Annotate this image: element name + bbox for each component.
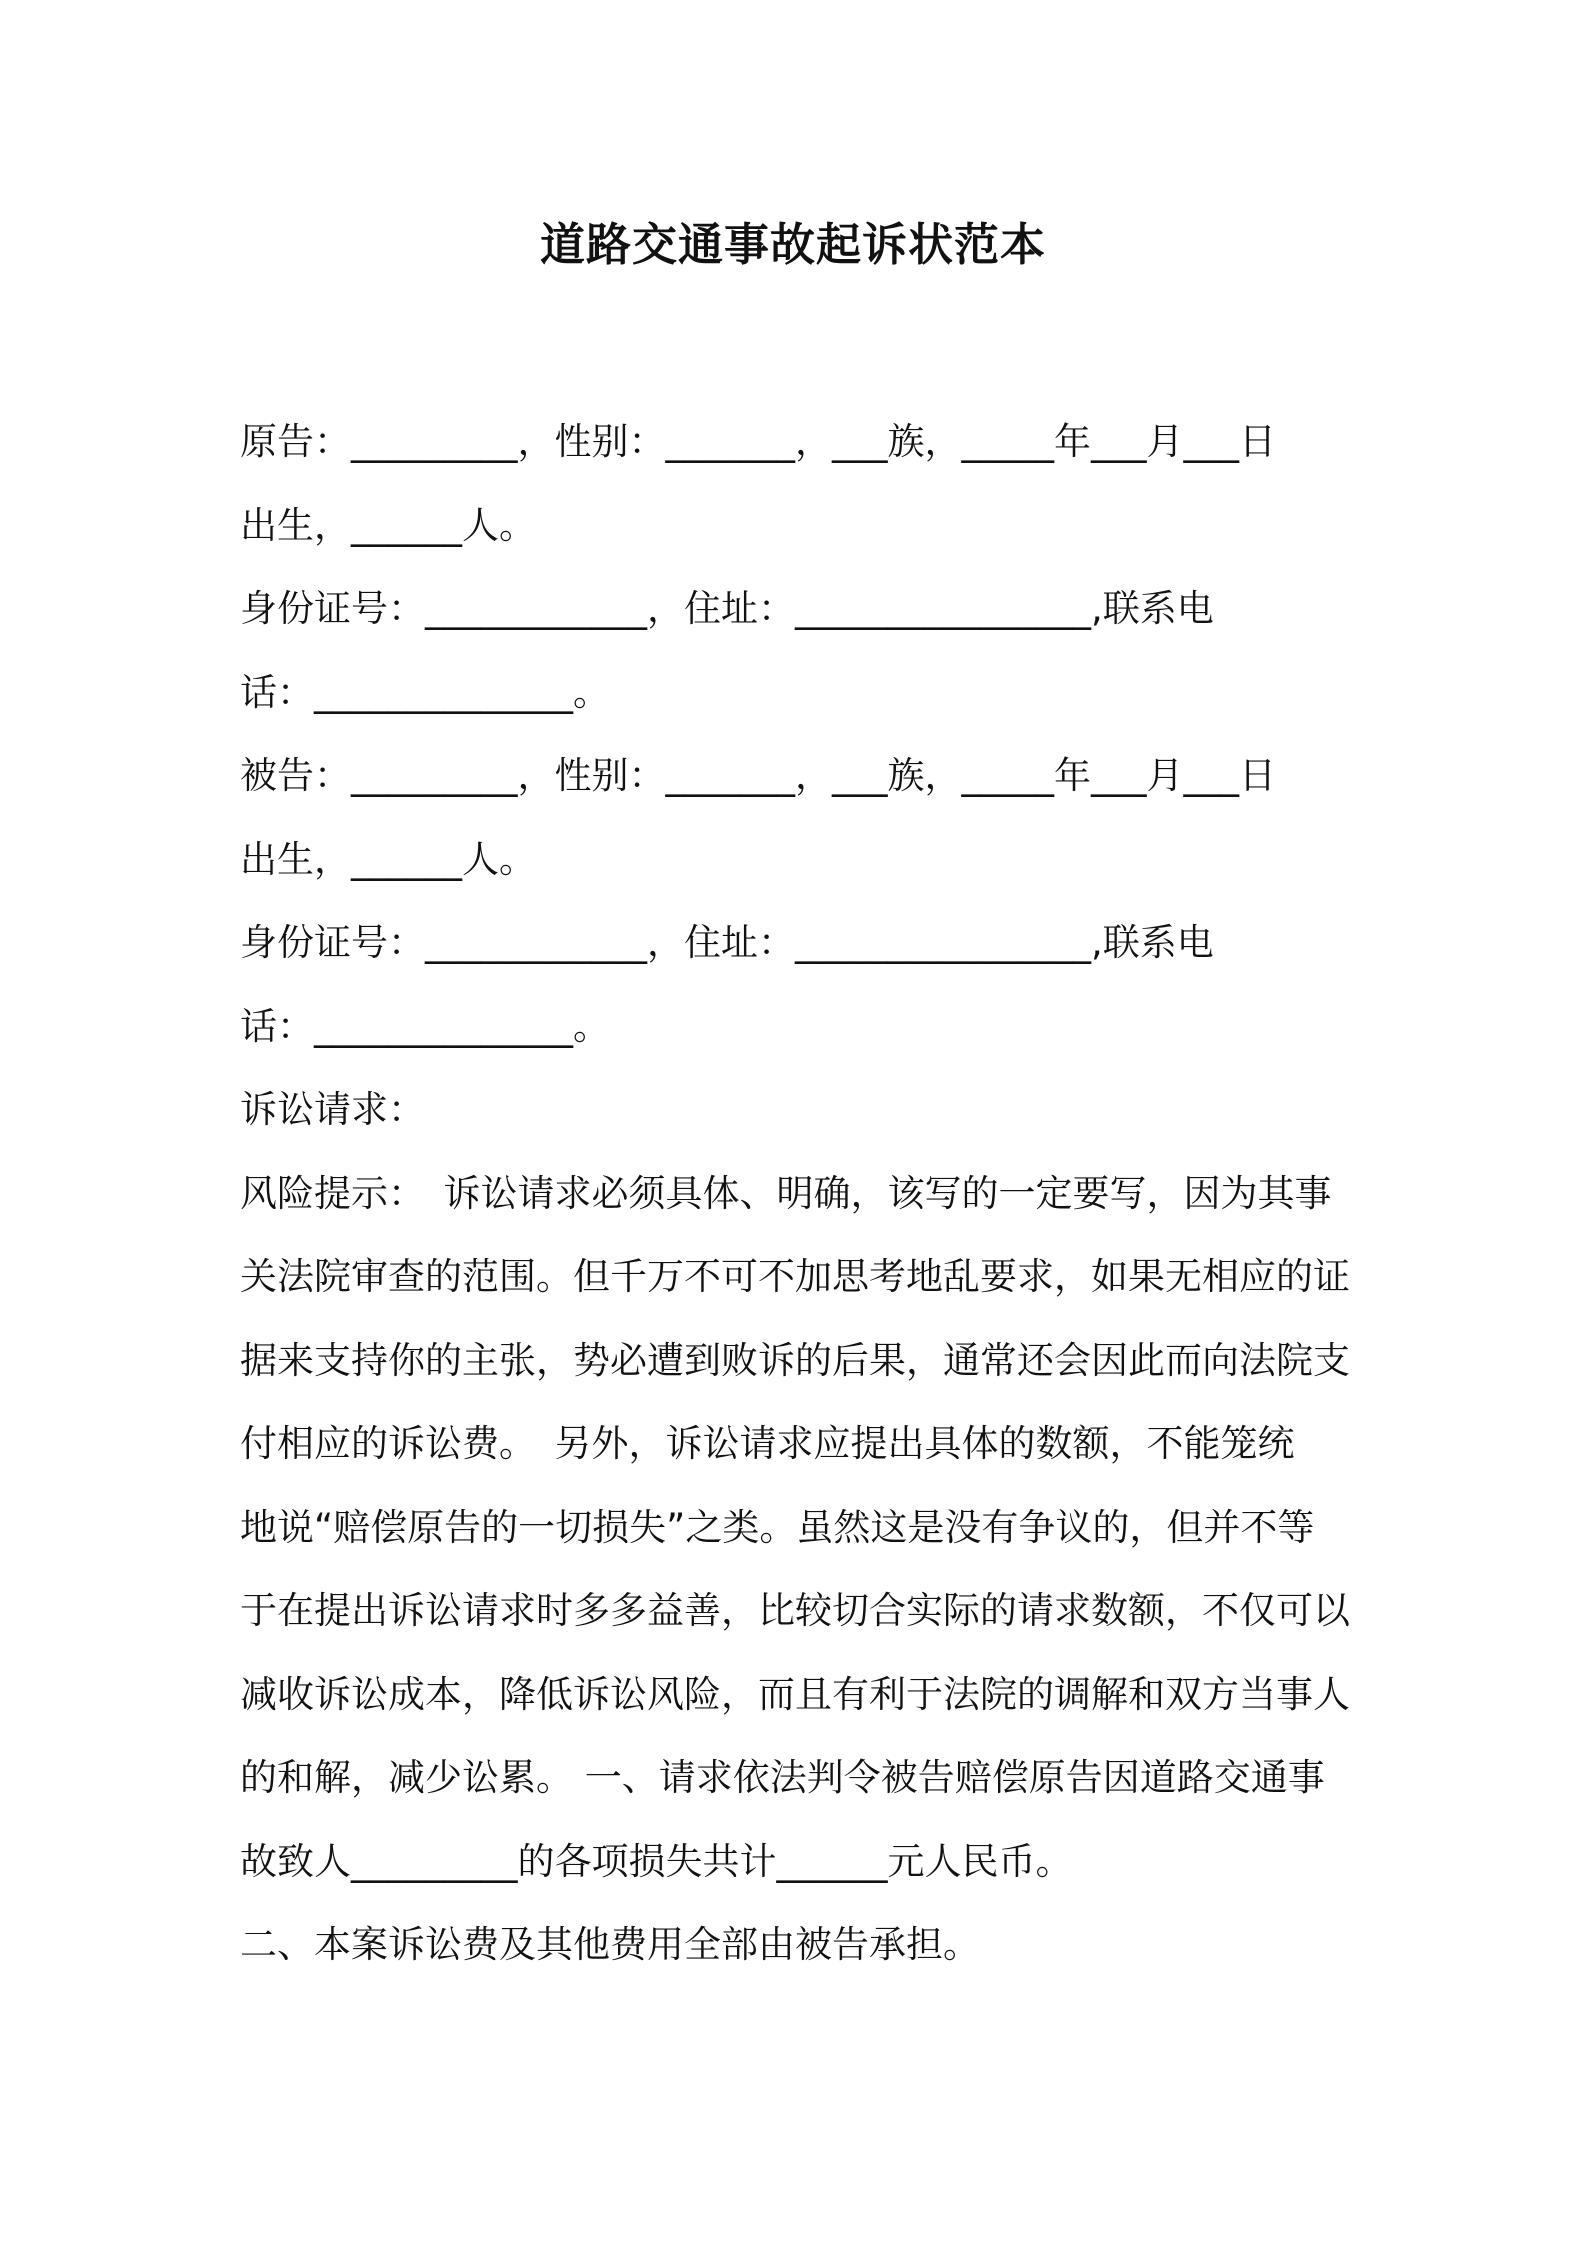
risk-notice-line: 付相应的诉讼费。 另外，诉讼请求应提出具体的数额，不能笼统 [240,1422,1295,1465]
claim-one-line-1: 的和解，减少讼累。 一、请求依法判令被告赔偿原告因道路交通事 [240,1756,1325,1799]
plaintiff-id-line-2: 话：______________。 [240,670,610,714]
defendant-info-line-1: 被告：_________，性别：_______，___族，_____年___月___日 [240,754,1276,797]
defendant-id-line-1: 身份证号：____________，住址：________________,联系电 [240,921,1214,964]
risk-notice-line: 关法院审查的范围。但千万不可不加思考地乱要求，如果无相应的证 [240,1255,1350,1298]
document-title: 道路交通事故起诉状范本 [539,218,1046,271]
document-body [240,400,1356,1987]
claims-heading: 诉讼请求： [240,1088,425,1131]
risk-notice-line: 于在提出诉讼请求时多多益善，比较切合实际的请求数额，不仅可以 [240,1589,1350,1632]
defendant-id-line-2: 话：______________。 [240,1004,610,1048]
risk-notice-line: 据来支持你的主张，势必遭到败诉的后果，通常还会因此而向法院支 [240,1338,1350,1382]
risk-notice-line: 减收诉讼成本，降低诉讼风险，而且有利于法院的调解和双方当事人 [240,1672,1350,1716]
plaintiff-info-line-1: 原告：_________，性别：_______，___族，_____年___月___日 [240,420,1276,463]
risk-notice-line: 风险提示： 诉讼请求必须具体、明确，该写的一定要写，因为其事 [240,1171,1332,1215]
risk-notice-line: 地说“赔偿原告的一切损失”之类。虽然这是没有争议的，但并不等 [240,1505,1315,1549]
defendant-info-line-2: 出生，______人。 [240,837,536,881]
plaintiff-id-line-1: 身份证号：____________，住址：________________,联系电 [240,587,1214,630]
plaintiff-info-line-2: 出生，______人。 [240,503,536,547]
claim-two-line: 二、本案诉讼费及其他费用全部由被告承担。 [240,1923,980,1966]
claim-one-line-2: 故致人_________的各项损失共计______元人民币。 [240,1839,1073,1883]
